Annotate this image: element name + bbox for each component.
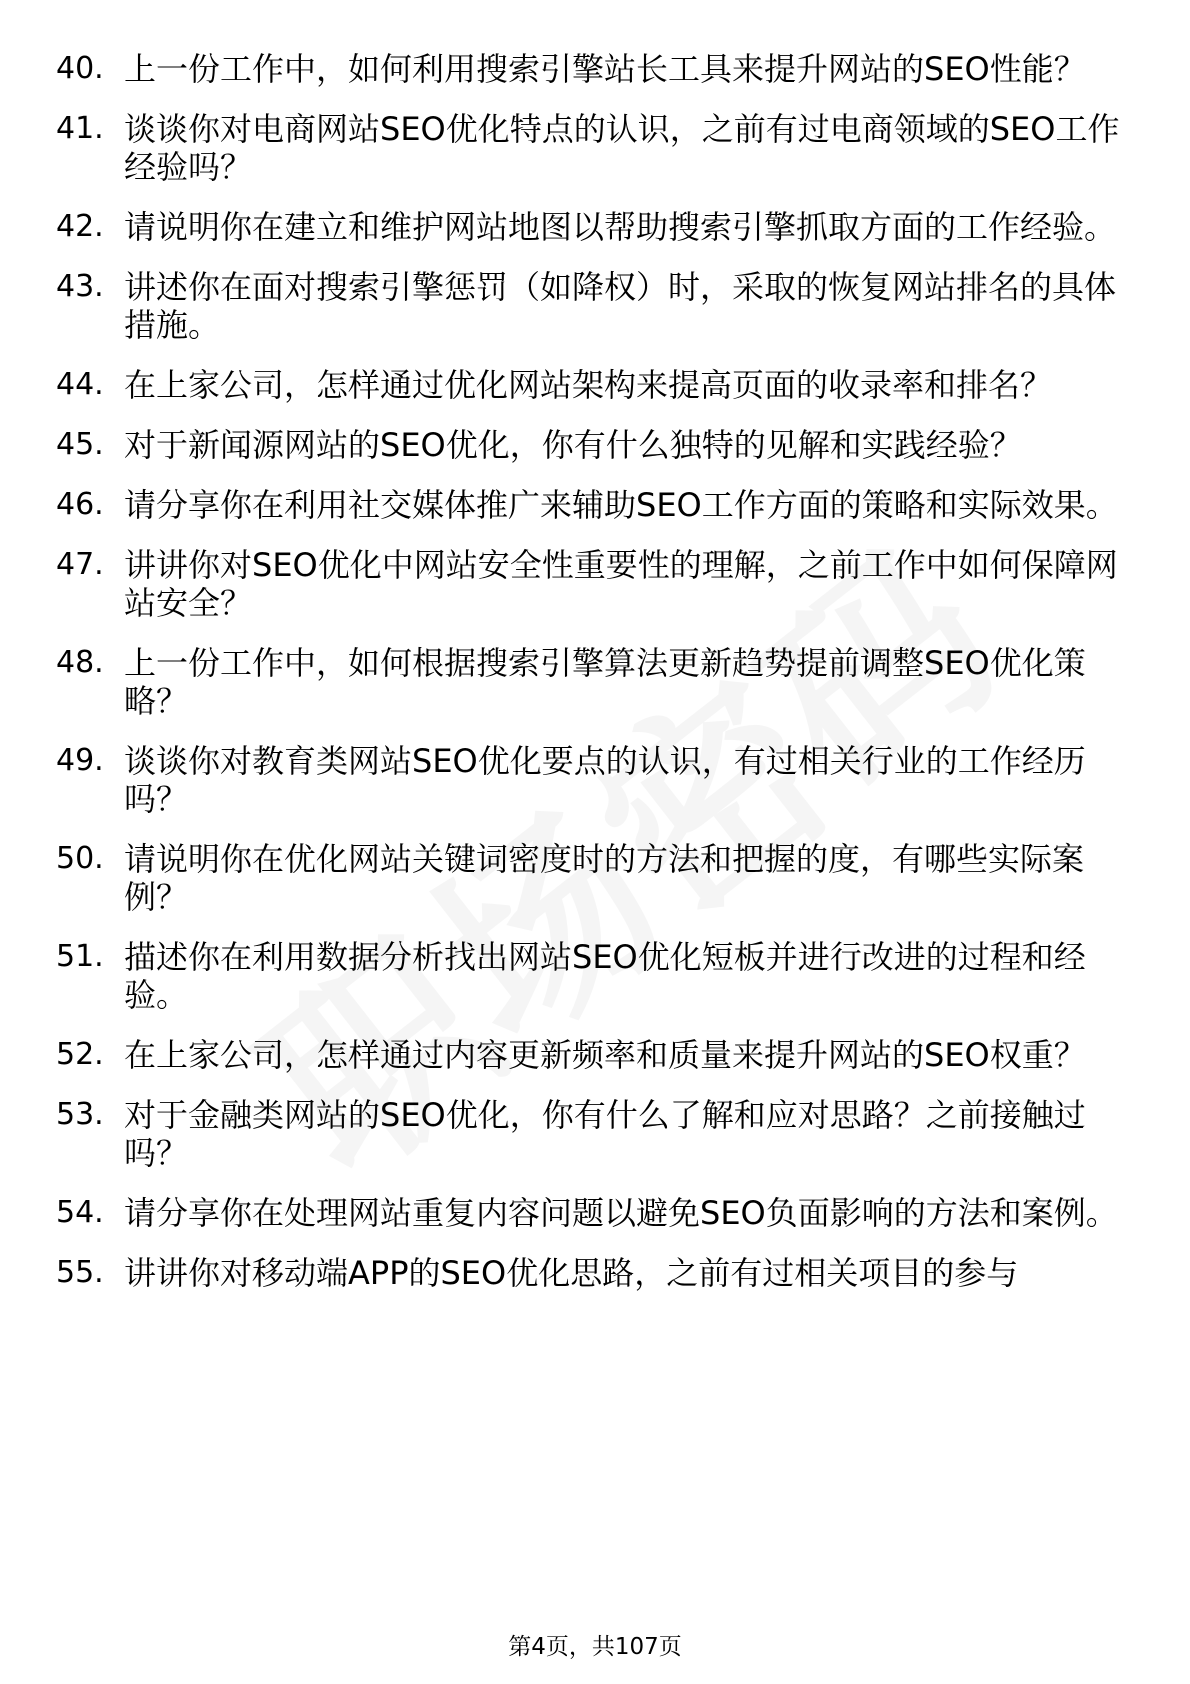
question-item <box>0 366 1190 404</box>
question-text: 谈谈你对电商网站SEO优化特点的认识，之前有过电商领域的SEO工作经验吗？ <box>124 110 1120 186</box>
question-text: 请分享你在处理网站重复内容问题以避免SEO负面影响的方法和案例。 <box>124 1194 1118 1232</box>
question-number: 48. <box>56 645 104 680</box>
question-text: 在上家公司，怎样通过内容更新频率和质量来提升网站的SEO权重？ <box>124 1036 1086 1074</box>
question-number: 50. <box>56 841 104 876</box>
question-text: 请说明你在建立和维护网站地图以帮助搜索引擎抓取方面的工作经验。 <box>124 208 1117 246</box>
question-item <box>0 742 1190 818</box>
question-item <box>0 546 1190 622</box>
question-item <box>0 208 1190 246</box>
question-number: 40. <box>56 51 104 86</box>
question-text: 在上家公司，怎样通过优化网站架构来提高页面的收录率和排名？ <box>124 366 1053 404</box>
question-text: 讲讲你对移动端APP的SEO优化思路，之前有过相关项目的参与 <box>124 1254 1019 1292</box>
question-text: 描述你在利用数据分析找出网站SEO优化短板并进行改进的过程和经验。 <box>124 938 1086 1014</box>
question-item <box>0 1096 1190 1172</box>
question-number: 42. <box>56 209 104 244</box>
question-text: 请说明你在优化网站关键词密度时的方法和把握的度，有哪些实际案例？ <box>124 840 1085 916</box>
question-item <box>0 840 1190 916</box>
question-item <box>0 50 1190 88</box>
page-footer: 第4页，共107页 <box>508 1634 682 1660</box>
question-number: 51. <box>56 939 104 974</box>
question-item <box>0 426 1190 464</box>
question-number: 54. <box>56 1195 104 1230</box>
question-text: 请分享你在利用社交媒体推广来辅助SEO工作方面的策略和实际效果。 <box>124 486 1118 524</box>
question-text: 谈谈你对教育类网站SEO优化要点的认识，有过相关行业的工作经历吗？ <box>124 742 1086 818</box>
question-number: 46. <box>56 487 104 522</box>
question-item <box>0 268 1190 344</box>
question-number: 41. <box>56 111 104 146</box>
question-number: 47. <box>56 547 104 582</box>
question-number: 44. <box>56 367 104 402</box>
question-text: 上一份工作中，如何利用搜索引擎站长工具来提升网站的SEO性能？ <box>124 50 1086 88</box>
question-text: 对于新闻源网站的SEO优化，你有什么独特的见解和实践经验？ <box>124 426 1022 464</box>
question-item <box>0 1194 1190 1232</box>
question-item <box>0 486 1190 524</box>
question-text: 讲述你在面对搜索引擎惩罚（如降权）时，采取的恢复网站排名的具体措施。 <box>124 268 1117 344</box>
question-text: 对于金融类网站的SEO优化，你有什么了解和应对思路？之前接触过吗？ <box>124 1096 1086 1172</box>
question-item <box>0 1254 1190 1292</box>
question-text: 讲讲你对SEO优化中网站安全性重要性的理解，之前工作中如何保障网站安全？ <box>124 546 1118 622</box>
question-item <box>0 1036 1190 1074</box>
question-number: 53. <box>56 1097 104 1132</box>
question-item <box>0 644 1190 720</box>
question-number: 52. <box>56 1037 104 1072</box>
question-list <box>0 50 1190 1314</box>
question-text: 上一份工作中，如何根据搜索引擎算法更新趋势提前调整SEO优化策略？ <box>124 644 1086 720</box>
question-number: 43. <box>56 269 104 304</box>
question-item <box>0 110 1190 186</box>
question-number: 49. <box>56 743 104 778</box>
question-number: 55. <box>56 1255 104 1290</box>
question-item <box>0 938 1190 1014</box>
question-number: 45. <box>56 427 104 462</box>
